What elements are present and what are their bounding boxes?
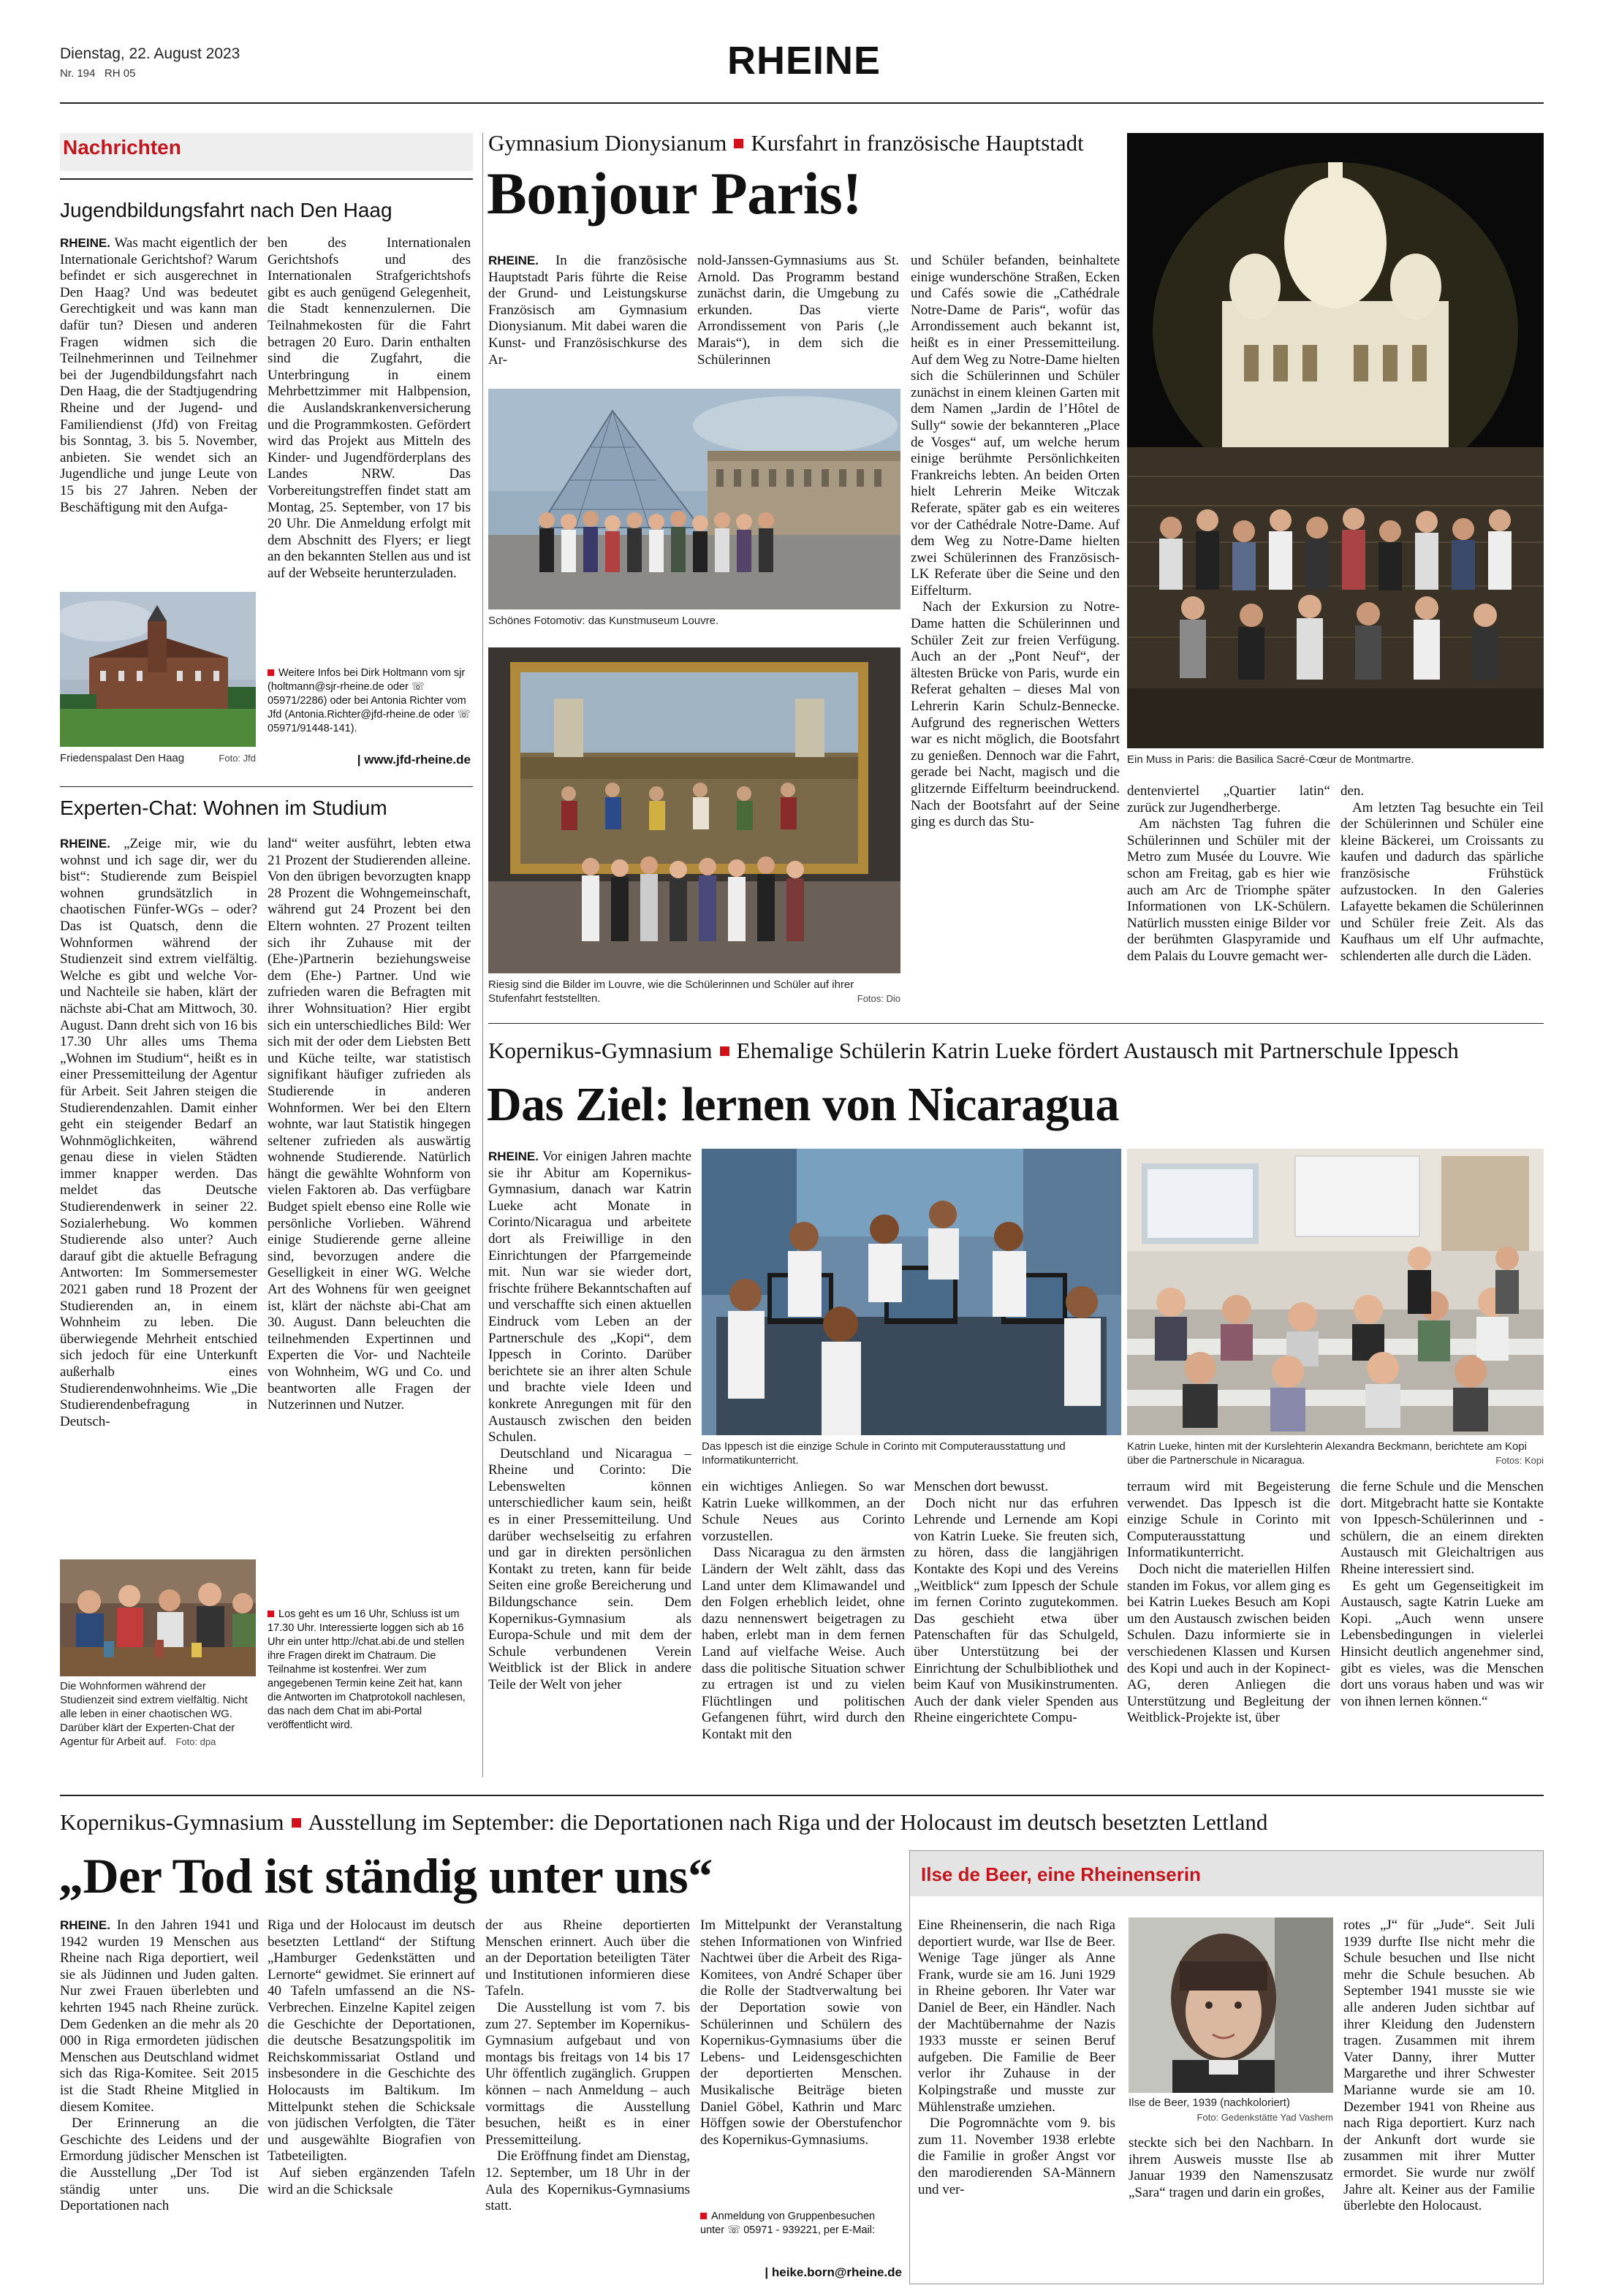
haag-caption-row [60,751,256,769]
paris-kicker [488,130,1084,156]
riga-col2-p2: Auf sieben ergänzenden Tafeln wird an die Schicksale [268,2164,475,2197]
ilse-col1 [918,1917,1115,2280]
nicaragua-place: RHEINE. [488,1149,539,1163]
nicaragua-kicker [488,1038,1459,1064]
paris-col3-p1: und Schüler befanden, beinhaltete einige wunderschöne Straßen, Ecken und Cafés sowie die „Cathédrale Notre-Dame de Paris“, wofür das Arrondissement auch bekannt ist, heißt es in einer Pressemitteilung. Auf dem Weg zu Notre-Dame hielten sich die Schülerinnen und Schüler zunächst in einem kleinen Garten mit dem Namen „Jardin de l’Hôtel de Sully“ sowie der bekannteren „Place de Vosges“ auf, um welche herum einige berühmte Persönlichkeiten Frankreichs lebten. An beiden Orten hielt Lehrerin Meike Witczak Referate, später gab es ein weiteres vor der Cathédrale Notre-Dame. Auf dem Weg zu Notre-Dame hielten zwei Schülerinnen des Französisch-LK Referate über die Seine und den Eiffelturm. [911,253,1120,598]
paris-col2: nold-Janssen-Gymnasiums aus St. Arnold. Das Programm bestand zunächst darin, die Umgebung zu erkunden. Das vierte Arrondissement von Paris („le Marais“), in dem sich die Schülerinnen [697,253,899,368]
riga-col3 [485,1917,690,2283]
ilse-title: Ilse de Beer, eine Rheinenserin [921,1863,1201,1885]
riga-col2 [268,1917,475,2283]
ilse-col1-p2: Die Pogromnächte vom 9. bis zum 11. November 1938 erlebte die Familie in großer Angst vor den marodierenden SA-Männern und ver- [918,2116,1115,2197]
paris-col5-p2: Am letzten Tag besuchte ein Teil der Schülerinnen und Schüler eine kleine Bäckerei, um Croissants zu kaufen und dadurch das spärliche französische Frühstück aufzustocken. In den Galeries Lafayette bekamen die Schülerinnen und Schüler freie Zeit. Als das Kaufhaus um elf Uhr aufmachte, schlenderten alle durch die Läden. [1340,799,1544,964]
paris-col4 [1127,783,1330,1013]
riga-col3-p3: Die Eröffnung findet am Dienstag, 12. September, um 18 Uhr in der Aula des Kopernikus-Gymnasiums statt. [485,2148,690,2214]
nicaragua-col2-p1: ein wichtiges Anliegen. So war Katrin Lueke willkommen, an der Schule Neues aus Corinto vorzustellen. [702,1479,905,1544]
riga-rule [60,1795,1544,1796]
haag-col2: ben des Internationalen Gerichtshofs und des Internationalen Strafgerichtshofs gibt es auch genügend Gelegenheit, die Stadt kennenzulernen. Die Teilnahmekosten für die Fahrt betragen 20 Euro. Darin enthalten sind die Zugfahrt, die Unterbringung in einem Mehrbettzimmer mit Halbpension, die Auslandskrankenversicherung und die Programmkosten. Gefördert wird das Projekt aus Mitteln des Kinder- und Jugendförderplans des Landes NRW. Das Vorbereitungstreffen findet statt am Montag, 25. September, von 17 bis 20 Uhr. Die Anmeldung erfolgt mit dem Abschnitt des Flyers; er liegt an den bekannten Stellen aus und ist auf der Webseite herunterzuladen. [268,235,471,581]
louvre-caption: Schönes Fotomotiv: das Kunstmuseum Louvre. [488,615,719,627]
nachrichten-rule [60,178,473,180]
haag-credit: Foto: Jfd [219,753,256,764]
classroom-caption-block [1127,1440,1544,1472]
riga-col3-p2: Die Ausstellung ist vom 7. bis zum 27. September im Kopernikus-Gymnasium aufgebaut und von montags bis freitags von 14 bis 17 Uhr öffentlich zugänglich. Gruppen können – nach Anmeldung – auch vormittags die Ausstellung besuchen, heißt es in einer Pressemitteilung. [485,1999,690,2148]
riga-kicker-school: Kopernikus-Gymnasium [60,1809,284,1835]
painting-caption-block [488,978,900,1010]
paris-col5-p1: den. [1340,783,1365,799]
paris-headline: Bonjour Paris! [487,160,862,227]
classroom-caption: Katrin Lueke, hinten mit der Kurslehterin Alexandra Beckmann, berichtete am Kopi über die Partnerschule in Nicaragua. [1127,1440,1527,1467]
kicker-square-icon [734,139,743,148]
ilse-credit: Foto: Gedenkstätte Yad Vashem [1196,2112,1333,2123]
paris-col4-p2: Am nächsten Tag fuhren die Schülerinnen und Schüler mit der Metro zum Musée du Louvre. Wie schon am Freitag, gab es hier wie auch am Arc de Triomphe später Informationen von LK-Schülern. Natürlich mussten einige Bilder vor der berühmten Glaspyramide und dem Palais du Louvre gemacht wer- [1127,816,1330,964]
nicaragua-col4-p2: Doch nicht die materiellen Hilfen standen im Fokus, vor allem ging es bei Katrin Luekes Besuch am Kopi um den Austausch zwischen beiden Schulen. Dazu informierte sie in verschiedenen Klassen und Kursen des Kopi und auch in der Kopinect-AG, deren Anliegen die Unterstützung und Begleitung der Weitblick-Projekte ist, über [1127,1561,1330,1726]
riga-col1-p2: Der Erinnerung an die Geschichte des Leidens und der Ermordung jüdischer Menschen ist die Ausstellung „Der Tod ist ständig unter uns. Die Deportationen nach [60,2116,259,2214]
haag-col1-text: Was macht eigentlich der Internationale Gerichtshof? Warum befindet er sich ausgerechnet in Den Haag? Und was bedeutet Gerechtigkeit und was kann man dafür tun? Diesen und anderen Fragen widmen sich die Teilnehmerinnen und Teilnehmer bei der Jugendbildungsfahrt nach Den Haag, die der Stadtjugendring Rheine und der Jugend- und Familiendienst (Jfd) von Freitag bis Sonntag, 3. bis 5. November, anbieten. Sie wendet sich an Jugendliche und junge Leute von 15 bis 27 Jahren. Neben der Beschäftigung mit den Aufga- [60,235,257,515]
chat-caption-block [60,1679,256,1767]
nicaragua-col3-p2: Doch nicht nur das erfuhren Lehrende und Lernende am Kopi von Katrin Lueke. Sie freuten sich, zu hören, dass die langjährigen Kontakte des Kopi und des Vereins „Weitblick“ zum Ippesch der Schule im fernen Corinto zugutekommen. Das geschieht etwa über Patenschaften für das Schulgeld, über Unterstützung bei der Einrichtung der Schulbibliothek und beim Kauf von Musikinstrumenten. Auch der dank vieler Spenden aus Rheine eingerichtete Compu- [914,1495,1118,1726]
paris-rule [488,1023,1544,1024]
chat-col1-text: „Zeige mir, wie du wohnst und ich sage dir, wer du bist“: Studierende zum Beispiel wohnen grundsätzlich in chaotischen Fünfer-WGs – oder? Das ist Quatsch, denn die Wohnformen während der Studienzeit sind extrem vielfältig. Welche es gibt und welche Vor- und Nachteile sie haben, klärt der nächste abi-Chat am Mittwoch, 30. August. Dann dreht sich von 16 bis 17.30 Uhr alles ums Thema „Wohnen im Studium“, heißt es in einer Pressemitteilung der Agentur für Arbeit. Seit Jahren steigen die Studierendenzahlen. Damit einher geht ein steigender Bedarf an Wohnmöglichkeiten, während genau diese in vielen Städten immer knapper werden. Das meldet das Deutsche Studierendenwerk in seiner 22. Sozialerhebung. Wo kommen Studierende also unter? Auch darauf gibt die aktuelle Befragung Antworten: Im Sommersemester 2021 gaben rund 18 Prozent der Studierenden an, in einem Wohnheim zu leben. Die überwiegende Mehrheit entschied sich jedoch für eine Unterkunft außerhalb eines Studierendenwohnheims. Wie „Die Studierendenbefragung in Deutsch- [60,836,257,1429]
paris-col1-text: In die französische Hauptstadt Paris führte die Reise der Grund- und Leistungskurse Französisch am Gymnasium Dionysianum. Mit dabei waren die Kunst- und Französischkurse des Ar- [488,253,687,368]
chat-info [268,1608,471,1768]
haag-web-link[interactable]: www.jfd-rheine.de [364,753,471,767]
chat-col1 [60,836,257,1549]
paris-col3-p2: Nach der Exkursion zu Notre-Dame hatten die Schülerinnen und Schüler Zeit zur freien Verfügung. Auch an der „Pont Neuf“, der ältesten Brücke von Paris, wurde ein Referat gehalten – dieses Mal von Lehrerin Karin Schulz-Bennecke. Aufgrund des regnerischen Wetters war es nicht möglich, die Bootsfahrt zu genießen. Dennoch war die Fahrt, gerade bei Nacht, magisch und die glitzernde Eiffelturm beeindruckend. Nach der Bootsfahrt auf der Seine ging es durch das Stu- [911,599,1120,830]
paris-col1 [488,253,687,384]
riga-info [700,2210,902,2265]
info-square-icon [700,2213,707,2219]
chat-credit: Foto: dpa [175,1736,216,1747]
nicaragua-col5 [1340,1479,1544,1784]
classroom-photo [1127,1149,1544,1435]
chat-place: RHEINE. [60,837,110,851]
haag-web-row: | www.jfd-rheine.de [357,753,471,767]
computer-caption: Das Ippesch ist die einzige Schule in Corinto mit Computerausstattung und Informatikunterricht. [702,1440,1066,1467]
nicaragua-col3-p1: Menschen dort bewusst. [914,1479,1049,1494]
riga-place: RHEINE. [60,1918,110,1932]
nicaragua-col3 [914,1479,1118,1784]
masthead-rule [60,102,1544,104]
nicaragua-col1 [488,1149,691,1784]
riga-col1-text: In den Jahren 1941 und 1942 wurden 19 Menschen aus Rheine nach Riga deportiert, weil sie als Jüdinnen und Juden galten. Nur zwei Frauen überlebten und kehrten 1945 nach Rheine zurück. Dem Gedenken an die mehr als 20 000 in Riga ermordeten jüdischen Menschen aus Deutschland widmet sich das Riga-Komitee. Seit 2015 ist die Stadt Rheine Mitglied in diesem Komitee. [60,1917,259,2115]
painting-caption: Riesig sind die Bilder im Louvre, wie die Schülerinnen und Schüler auf ihrer Stufenfahrt feststellten. [488,978,854,1005]
paris-kicker-topic: Kursfahrt in französische Hauptstadt [751,130,1084,156]
nachrichten-label: Nachrichten [63,136,181,159]
classroom-credit: Fotos: Kopi [1495,1455,1544,1466]
haag-info [268,666,471,750]
riga-col1 [60,1917,259,2283]
edition-code: RH 05 [104,67,136,80]
nicaragua-col5-p1: die ferne Schule und die Menschen dort. Mitgebracht hatte sie Kontakte von Ippesch-Schülerinnen und -schülern, die an einem direkten Austausch mit Gleichaltrigen aus Rheine interessiert sind. [1340,1479,1544,1577]
paris-col4-p1: dentenviertel „Quartier latin“ zurück zur Jugendherberge. [1127,783,1330,816]
painting-photo [488,647,900,973]
column-divider [482,133,483,1777]
nicaragua-col2-p2: Dass Nicaragua zu den ärmsten Ländern der Welt zählt, dass das Land unter dem Klimawandel und den Folgen erheblich leidet, ohne dazu nennenswert beigetragen zu haben, erlebt man in dem fernen Land auf vielfache Weise. Auch dass die politische Situation schwer zu ertragen ist und zu vielen Flüchtlingen und politischen Gefangenen führt, wird durch den Kontakt mit den [702,1545,905,1742]
chat-info-text: Los geht es um 16 Uhr, Schluss ist um 17.30 Uhr. Interessierte loggen sich ab 16 Uhr ein unter http://chat.abi.de und stellen ihre Fragen direkt im Chatraum. Die Teilnahme ist kostenfrei. Wer zum angegebenen Termin keine Zeit hat, kann die Antworten im Chatprotokoll nachlesen, das nach dem Chat im abi-Portal veröffentlicht wird. [268,1608,466,1731]
masthead-date: Dienstag, 22. August 2023 [60,45,240,62]
haag-place: RHEINE. [60,236,110,250]
riga-col3-p1: der aus Rheine deportierten Menschen erinnert. Auch über die an der Deportation beteiligten Täter und Institutionen informieren diese Tafeln. [485,1917,690,1999]
riga-kicker-topic: Ausstellung im September: die Deportationen nach Riga und der Holocaust im deutsch besetzten Lettland [308,1809,1268,1835]
haag-caption: Friedenspalast Den Haag [60,752,185,764]
nicaragua-col4-p1: terraum wird mit Begeisterung verwendet. Das Ippesch ist die einzige Schule in Corinto mit Computerausstattung und Informatikunterricht. [1127,1479,1330,1561]
sacre-coeur-photo [1127,133,1544,748]
nicaragua-col1-text: Vor einigen Jahren machte sie ihr Abitur am Kopernikus-Gymnasium, danach war Katrin Lueke acht Monate in Corinto/Nicaragua und arbeitete dort als Freiwillige in den Einrichtungen der Pfarrgemeinde mit. Nun war sie wieder dort, frischte frühere Bekanntschaften auf und verschaffte sich einen aktuellen Eindruck vom Leben an der Partnerschule des „Kopi“, dem Ippesch in Corinto. Darüber berichtete sie an ihrer alten Schule und brachte viele Ideen und konkrete Anregungen mit für den Austausch zwischen den beiden Schulen. [488,1149,691,1445]
ilse-col3: rotes „J“ für „Jude“. Seit Juli 1939 durfte Ilse nicht mehr die Schule besuchen und Ilse nicht mehr die Schule besuchen. Ab September 1941 musste sie wie alle anderen Juden sichtbar auf ihrer Kleidung den Judenstern tragen. Zusammen mit ihrem Vater Danny, ihrer Mutter Margarethe und ihrer Schwester Marianne wurde sie am 10. Dezember 1941 von Rheine aus nach Riga deportiert. Kurz nach der Ankunft dort wurde sie zusammen mit ihrer Mutter ermordet. Sie wurde nur zwölf Jahre alt. Keiner aus der Familie überlebte den Holocaust. [1343,1917,1535,2214]
computer-photo [702,1149,1121,1435]
section-title: RHEINE [727,39,881,83]
info-square-icon [268,669,274,676]
riga-headline: „Der Tod ist ständig unter uns“ [58,1848,713,1904]
nicaragua-col5-p2: Es geht um Gegenseitigkeit im Austausch, sagte Katrin Lueke am Kopi. „Auch wenn unsere Lebensbedingungen in vielerlei Hinsicht deutlich angenehmer sind, gibt es vieles, was die Menschen dort uns voraus haben und was wir von ihnen lernen können.“ [1340,1578,1544,1709]
paris-place: RHEINE. [488,254,539,267]
nicaragua-headline: Das Ziel: lernen von Nicaragua [487,1078,1119,1131]
haag-info-text: Weitere Infos bei Dirk Holtmann vom sjr (holtmann@sjr-rheine.de oder ☏ 05971/2286) oder bei Antonia Richter vom Jfd (Antonia.Richter@jfd-rheine.de oder ☏ 05971/91448-141). [268,667,471,734]
sacre-caption: Ein Muss in Paris: die Basilica Sacré-Cœur de Montmartre. [1127,753,1414,766]
nicaragua-kicker-topic: Ehemalige Schülerin Katrin Lueke fördert Austausch mit Partnerschule Ippesch [736,1038,1459,1063]
ilse-col1-p1: Eine Rheinenserin, die nach Riga deportiert wurde, war Ilse de Beer. Wenige Tage jünger als Anne Frank, wurde sie am 16. Juni 1929 in Rheine geboren. Ihr Vater war Daniel de Beer, ein Händler. Nach der Machtübernahme der Nazis 1933 musste er seinen Beruf aufgeben. Die Familie de Beer verlor ihr Zuhause in der Kolpingstraße und musste zur Mühlenstraße umziehen. [918,1917,1115,2115]
haag-photo [60,592,256,747]
nicaragua-col1-p2: Deutschland und Nicaragua – Rheine und Corinto: Die Lebenswelten können unterschiedlicher kaum sein, heißt es in einer Pressemitteilung. Und darüber wechselseitig zu erfahren und gar in direkten persönlichen Kontakt zu treten, kann für beide Seiten eine große Bereicherung und Bildungschance sein. Dem Kopernikus-Gymnasium als Europa-Schule und mit dem der Schule verbundenen Verein Weitblick ist der Blick in andere Teile der Welt von jeher [488,1445,691,1692]
painting-credit: Fotos: Dio [857,993,900,1004]
kicker-square-icon [720,1046,729,1056]
haag-col1 [60,235,257,582]
nicaragua-col2 [702,1479,905,1784]
chat-photo [60,1559,256,1676]
louvre-photo [488,389,900,609]
paris-col3 [911,253,1120,1013]
riga-col4: Im Mittelpunkt der Veranstaltung stehen Informationen von Winfried Nachtwei über die Arbeit des Riga-Komitees, von André Schaper über die Rolle der Stadtverwaltung bei der Deportation sowie von Schülerinnen und Schülern des Kopernikus-Gymnasiums über die Lebens- und Leidensgeschichten der deportierten Menschen. Musikalische Beiträge bieten Daniel Göbel, Kathrin und Marc Höffgen sowie der Oberstufenchor des Kopernikus-Gymnasiums. [700,1917,902,2148]
issue-number: Nr. 194 [60,67,96,80]
haag-title: Jugendbildungsfahrt nach Den Haag [60,199,392,221]
kicker-square-icon [292,1818,301,1828]
ilse-caption: Ilse de Beer, 1939 (nachkoloriert) [1129,2097,1290,2109]
info-square-icon [268,1611,274,1617]
chat-rule [60,786,473,787]
paris-kicker-school: Gymnasium Dionysianum [488,130,727,156]
riga-kicker [60,1809,1267,1836]
riga-email-row: | heike.born@rheine.de [765,2265,902,2279]
ilse-col2: steckte sich bei den Nachbarn. In ihrem Ausweis musste Ilse ab Januar 1939 den Namenszusatz „Sara“ tragen und darin ein großes, [1129,2135,1333,2200]
chat-col2: land“ weiter ausführt, lebten etwa 21 Prozent der Studierenden alleine. Von den übrigen bevorzugten knapp 28 Prozent die Wohngemeinschaft, während gut 24 Prozent bei den Eltern wohnten. 27 Prozent teilten sich ihr Zuhause mit der (Ehe-)Partnerin beziehungsweise dem (Ehe-) Partner. Und wie zufrieden waren die Befragten mit ihrer Wohnsituation? Hier ergibt sich ein unterschiedliches Bild: Wer sich mit der oder dem Liebsten Bett und Küche teilte, war statistisch signifikant häufiger zufrieden als Studierende in anderen Wohnformen. Wer bei den Eltern wohnte, war laut Statistik hingegen seltener zufrieden als auswärtig wohnende Studierende. Natürlich hängt die gewählte Wohnform von vielen Faktoren ab. Das verfügbare Budget spielt ebenso eine Rolle wie persönliche Vorlieben. Während einige Studierende gerne alleine sind, bevorzugen andere die Geselligkeit in einer WG. Welche Art des Wohnens für wen geeignet ist, klärt der nächste abi-Chat am 30. August. Dann beleuchten die teilnehmenden Expertinnen und Experten die Vor- und Nachteile von Wohnheim, WG und Co. und beantworten alle Fragen der Nutzerinnen und Nutzer. [268,836,471,1413]
riga-email-link[interactable]: heike.born@rheine.de [771,2265,902,2279]
ilse-photo [1129,1917,1333,2093]
riga-info-text: Anmeldung von Gruppenbesuchen unter ☏ 05971 - 939221, per E-Mail: [700,2211,876,2236]
riga-col2-p1: Riga und der Holocaust im deutsch besetzten Lettland“ der Stiftung „Hamburger Gedenkstätten und Lernorte“ gewidmet. Sie erinnert auf 40 Tafeln umfassend an die NS-Verbrechen. Einzelne Kapitel zeigen die Geschichte der Deportationen, die deutsche Besatzungspolitik im Reichskommissariat Ostland und insbesondere in die Geschichte des Holocausts im Baltikum. Im Mittelpunkt stehen die Schicksale von jüdischen Verfolgten, die Täter und ausgewählte Biografien von Tatbeteiligten. [268,1917,475,2164]
chat-title: Experten-Chat: Wohnen im Studium [60,797,387,819]
paris-col5 [1340,783,1544,1013]
nicaragua-kicker-school: Kopernikus-Gymnasium [488,1038,713,1063]
chat-caption: Die Wohnformen während der Studienzeit sind extrem vielfältig. Nicht alle leben in einer chaotischen WG. Darüber klärt der Experten-Chat der Agentur für Arbeit auf. [60,1680,248,1748]
nicaragua-col4 [1127,1479,1330,1784]
